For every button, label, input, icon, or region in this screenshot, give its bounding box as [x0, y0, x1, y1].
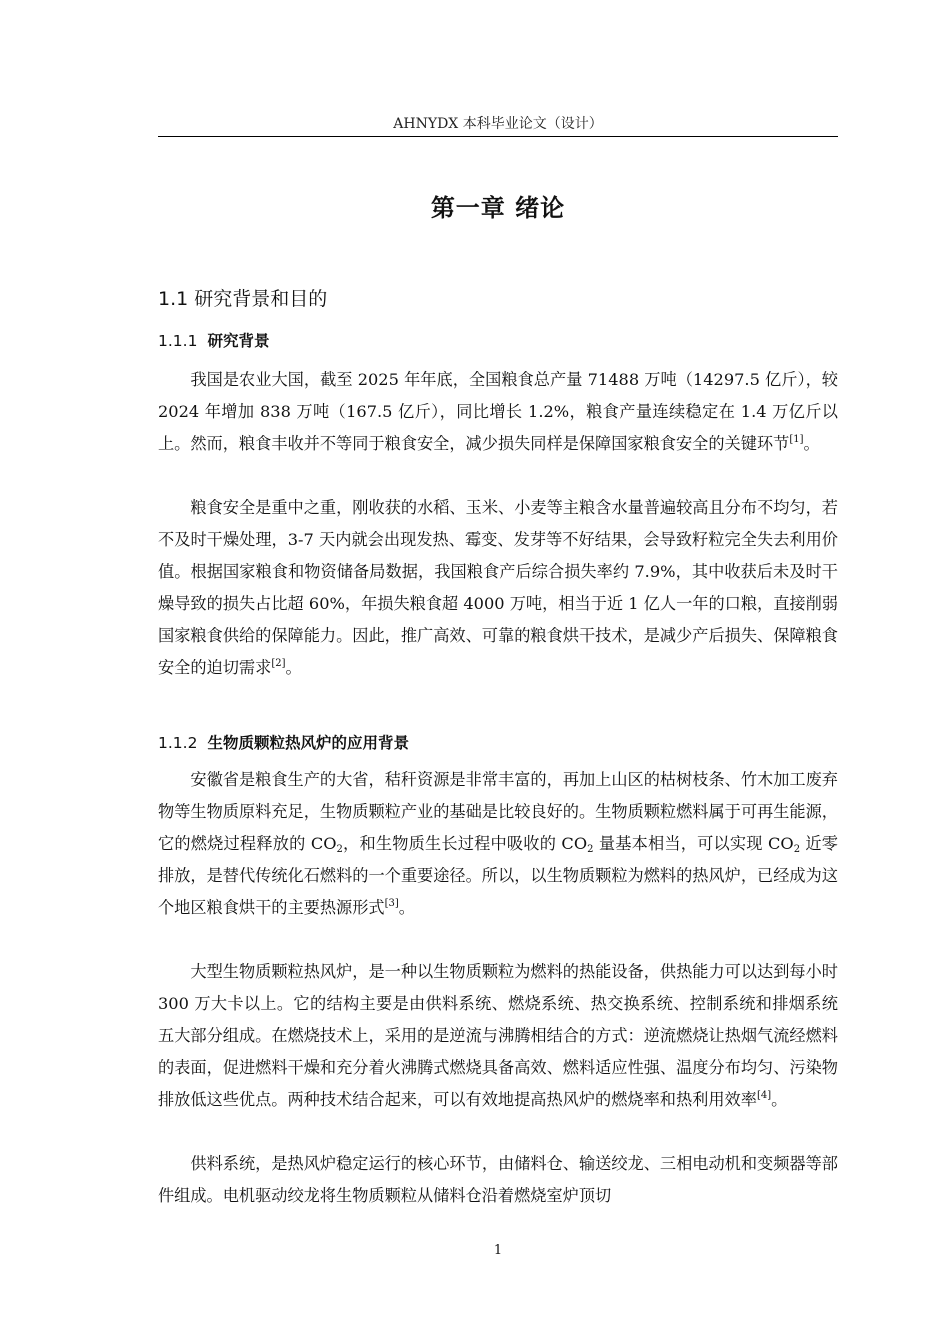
paragraph-3	[158, 764, 838, 924]
citation: [4]	[756, 1090, 772, 1101]
subscript: 2	[587, 844, 594, 855]
paragraph-text: 安徽省是粮食生产的大省，秸秆资源是非常丰富的，再加上山区的枯树枝条、竹木加工废弃物等生物质原料充足，生物质颗粒产业的基础是比较良好的。生物质颗粒燃料属于可再生能源，它的燃烧过程释放的 CO	[158, 770, 838, 853]
header-rule	[158, 136, 838, 137]
page-header: AHNYDX 本科毕业论文（设计）	[393, 116, 603, 132]
paragraph-end: 。	[285, 658, 302, 677]
paragraph-end: 。	[803, 434, 820, 453]
subsection-heading-2	[158, 731, 409, 753]
subsection-number: 1.1.1	[158, 332, 198, 350]
paragraph-1	[158, 364, 838, 460]
citation: [3]	[384, 898, 399, 909]
paragraph-text: 我国是农业大国，截至 2025 年年底，全国粮食总产量 71488 万吨（14297.5 亿斤），较 2024 年增加 838 万吨（167.5 亿斤），同比增长 1.2%，粮食产量连续稳定在 1.4 万亿斤以上。然而，粮食丰收并不等同于粮食安全，减少损失同样是保障国家粮食安全的关键环节	[158, 370, 838, 453]
paragraph-end: 。	[398, 898, 415, 917]
paragraph-text: ，和生物质生长过程中吸收的 CO	[342, 834, 588, 853]
citation: [2]	[271, 658, 286, 669]
section-heading: 1.1 研究背景和目的	[158, 288, 328, 310]
subsection-number: 1.1.2	[158, 734, 198, 752]
paragraph-2	[158, 492, 838, 684]
paragraph-text: 近零排放，是替代传统化石燃料的一个重要途径。所以，以生物质颗粒为燃料的热风炉，已经成为这个地区粮食烘干的主要热源形式	[158, 834, 838, 917]
paragraph-text: 量基本相当，可以实现 CO	[593, 834, 794, 853]
paragraph-5	[158, 1148, 838, 1212]
subscript: 2	[793, 844, 801, 855]
paragraph-text: 大型生物质颗粒热风炉，是一种以生物质颗粒为燃料的热能设备，供热能力可以达到每小时 300 万大卡以上。它的结构主要是由供料系统、燃烧系统、热交换系统、控制系统和排烟系统五大部分组成。在燃烧技术上，采用的是逆流与沸腾相结合的方式：逆流燃烧让热烟气流经燃料的表面，促进燃料干燥和充分着火沸腾式燃烧具备高效、燃料适应性强、温度分布均匀、污染物排放低这些优点。两种技术结合起来，可以有效地提高热风炉的燃烧率和热利用效率	[158, 962, 838, 1109]
paragraph-text: 粮食安全是重中之重，刚收获的水稻、玉米、小麦等主粮含水量普遍较高且分布不均匀，若不及时干燥处理，3-7 天内就会出现发热、霉变、发芽等不好结果，会导致籽粒完全失去利用价值。根据国家粮食和物资储备局数据，我国粮食产后综合损失率约 7.9%，其中收获后未及时干燥导致的损失占比超 60%，年损失粮食超 4000 万吨，相当于近 1 亿人一年的口粮，直接削弱国家粮食供给的保障能力。因此，推广高效、可靠的粮食烘干技术，是减少产后损失、保障粮食安全的迫切需求	[158, 498, 838, 677]
chapter-title: 第一章 绪论	[430, 194, 566, 222]
subsection-title: 研究背景	[207, 332, 270, 350]
paragraph-end: 。	[771, 1090, 788, 1109]
citation: [1]	[789, 434, 804, 445]
page-number: 1	[493, 1243, 503, 1258]
subscript: 2	[336, 844, 343, 855]
paragraph-text: 供料系统，是热风炉稳定运行的核心环节，由储料仓、输送绞龙、三相电动机和变频器等部件组成。电机驱动绞龙将生物质颗粒从储料仓沿着燃烧室炉顶切	[158, 1154, 838, 1205]
paragraph-4	[158, 956, 838, 1116]
subsection-title: 生物质颗粒热风炉的应用背景	[207, 734, 409, 752]
subsection-heading-1	[158, 329, 269, 351]
